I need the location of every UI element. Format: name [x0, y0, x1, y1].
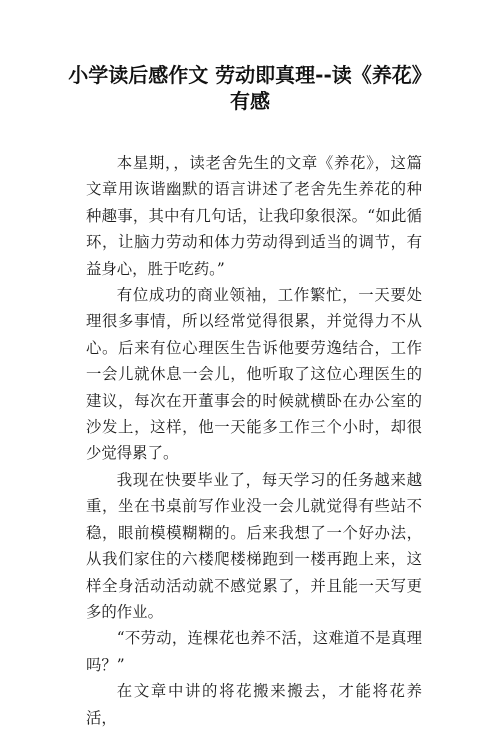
paragraph-4: “不劳动，连棵花也养不活，这难道不是真理吗？”	[86, 629, 422, 674]
paragraph-2: 有位成功的商业领袖，工作繁忙，一天要处理很多事情，所以经常觉得很累，并觉得力不从心。后来有位心理医生告诉他要劳逸结合，工作一会儿就休息一会儿，他听取了这位心理医生的建议，每次在开董事会的时候就横卧在办公室的沙发上，这样，他一天能多工作三个小时，却很少觉得累了。	[86, 286, 422, 463]
document-body	[86, 150, 422, 731]
document-title: 小学读后感作文 劳动即真理--读《养花》有感	[68, 63, 432, 113]
paragraph-5: 在文章中讲的将花搬来搬去，才能将花养活，	[86, 682, 422, 727]
paragraph-3: 我现在快要毕业了，每天学习的任务越来越重，坐在书桌前写作业没一会儿就觉得有些站不稳，眼前模模糊糊的。后来我想了一个好办法，从我们家住的六楼爬楼梯跑到一楼再跑上来，这样全身活动活动就不感觉累了，并且能一天写更多的作业。	[86, 470, 422, 621]
paragraph-1: 本星期，，读老舍先生的文章《养花》，这篇文章用诙谐幽默的语言讲述了老舍先生养花的种种趣事，其中有几句话，让我印象很深。“如此循环，让脑力劳动和体力劳动得到适当的调节，有益身心，胜于吃药。”	[86, 154, 422, 278]
